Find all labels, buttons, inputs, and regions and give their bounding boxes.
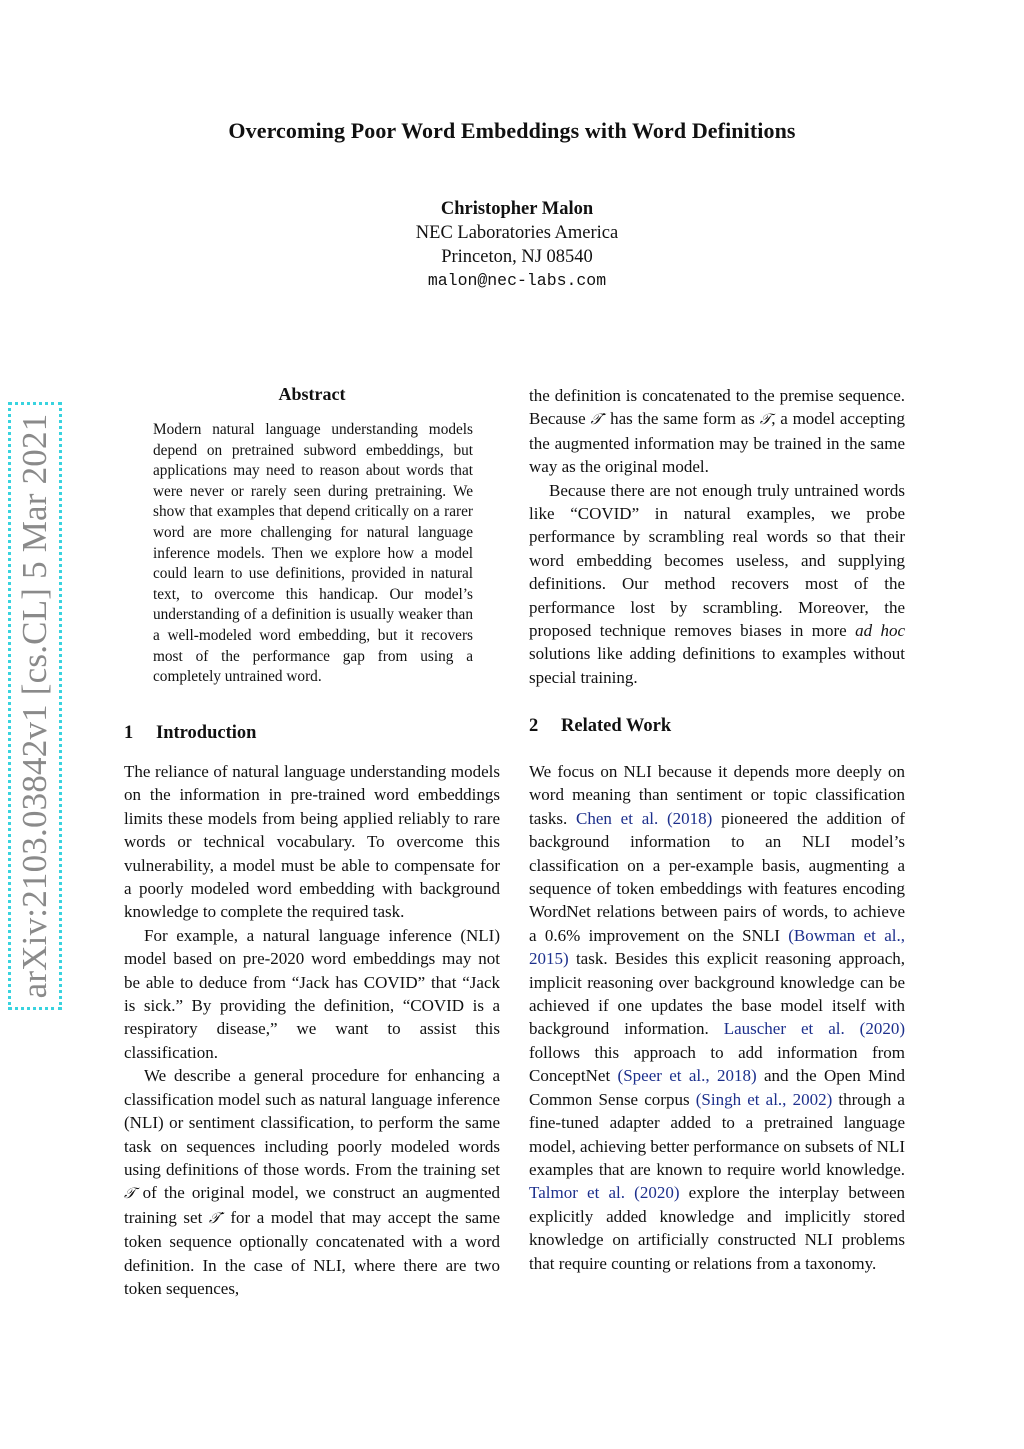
text-run: of the original model, we construct an augmented training set xyxy=(124,1183,501,1227)
section-heading-introduction xyxy=(124,723,500,744)
arxiv-identifier[interactable]: arXiv:2103.03842v1 [cs.CL] 5 Mar 2021 xyxy=(8,402,62,1010)
section-title: Introduction xyxy=(156,723,257,743)
citation-singh-2002[interactable]: (Singh et al., 2002) xyxy=(695,1089,833,1109)
citation-speer-2018[interactable]: (Speer et al., 2018) xyxy=(617,1066,757,1086)
text-run: for a model that may accept the same token sequence optionally concatenated with a word definition. In the case of NLI, where there are two token sequences, xyxy=(124,1207,500,1298)
text-run: and the Open Mind Common Sense corpus xyxy=(529,1066,905,1109)
abstract-heading: Abstract xyxy=(278,384,346,404)
author-location: Princeton, NJ 08540 xyxy=(441,247,593,267)
text-run: follows this approach to add information from ConceptNet xyxy=(529,1042,905,1086)
intro-paragraph-2: For example, a natural language inference (NLI) model based on pre-2020 word embeddings may not be able to deduce from “Jack has COVID” that “Jack is sick.” By providing the definition, “COVID is a respiratory disease,” we want to assist this classification. xyxy=(124,925,500,1062)
author-name: Christopher Malon xyxy=(440,199,594,219)
citation-lauscher-2020[interactable]: Lauscher et al. (2020) xyxy=(723,1019,905,1039)
intro-paragraph-1: The reliance of natural language understanding models on the information in pre-trained word embeddings limits these models from being applied reliably to rare words or technical vocabulary. To overcome this vulnerability, a model must be able to compensate for a poorly modeled word embedding with background knowledge to complete the required task. xyxy=(124,762,500,922)
augmented-set-symbol: 𝒯′ xyxy=(208,1208,224,1227)
text-run: We focus on NLI because it depends more deeply on word meaning than sentiment or topic classification tasks. xyxy=(529,762,905,828)
citation-chen-2018[interactable]: Chen et al. (2018) xyxy=(576,808,713,828)
related-work-body xyxy=(529,760,905,1275)
section-title: Related Work xyxy=(561,716,672,736)
text-run: through a fine-tuned adapter added to a pretrained language model, achieving better performance on subsets of NLI examples that are known to require world knowledge. xyxy=(529,1089,905,1179)
text-run: task. Besides this explicit reasoning approach, implicit reasoning over background knowledge can be achieved if one updates the base model itself with background information. xyxy=(529,949,906,1039)
text-run: pioneered the addition of background information to an NLI model’s classification on a per-example basis, augmenting a sequence of token embeddings with features encoding WordNet relations between pairs of words, to achieve a 0.6% improvement on the SNLI xyxy=(529,808,906,945)
section-heading-related-work xyxy=(529,716,905,737)
emphasis: ad hoc xyxy=(855,621,906,641)
augmented-set-symbol: 𝒯′ xyxy=(590,410,606,429)
author-affiliation: NEC Laboratories America xyxy=(415,223,619,243)
abstract-text: Modern natural language understanding models depend on pretrained subword embeddings, but applications may need to reason about words that were never or rarely seen during pretraining. We show that examples that depend critically on a rarer word are more challenging for natural language inference models. Then we explore how a model could learn to use definitions, provided in natural text, to overcome this handicap. Our model’s understanding of a definition is usually weaker than a well-modeled word embedding, but it recovers most of the performance gap from using a completely untrained word. xyxy=(153,421,473,686)
related-work-paragraph xyxy=(529,760,905,1275)
intro-paragraph-3 xyxy=(124,1064,500,1300)
text-run: Because there are not enough truly untrained words like “COVID” in natural examples, we probe performance by scrambling real words so that their word embedding becomes useless, and supplying definitions. Our method recovers most of the performance lost by scrambling. Moreover, the proposed technique removes biases in more xyxy=(529,480,905,641)
citation-talmor-2020[interactable]: Talmor et al. (2020) xyxy=(529,1183,680,1203)
training-set-symbol: 𝒯 xyxy=(759,410,772,429)
training-set-symbol: 𝒯 xyxy=(124,1184,136,1203)
introduction-right-column xyxy=(529,384,905,689)
author-email[interactable]: malon@nec-labs.com xyxy=(427,271,607,290)
text-run: the definition is concatenated to the premise sequence. Because xyxy=(529,386,905,429)
text-run: has the same form as xyxy=(610,409,755,429)
text-run: , a model accepting the augmented information may be trained in the same way as the original model. xyxy=(529,409,905,477)
text-run: solutions like adding definitions to examples without special training. xyxy=(529,644,905,687)
paper-title: Overcoming Poor Word Embeddings with Word Definitions xyxy=(228,118,796,143)
section-number: 2 xyxy=(529,716,539,736)
text-run: explore the interplay between explicitly added knowledge and implicitly stored knowledge on artificially constructed NLI problems that require counting or relations from a taxonomy. xyxy=(529,1183,905,1273)
citation-bowman-2015[interactable]: (Bowman et al., 2015) xyxy=(529,925,905,969)
intro-paragraph-3-continued xyxy=(529,384,905,479)
introduction-left-column xyxy=(124,760,500,1300)
section-number: 1 xyxy=(124,723,134,743)
intro-paragraph-4 xyxy=(529,479,905,690)
author-block xyxy=(0,197,1024,293)
text-run: We describe a general procedure for enhancing a classification model such as natural language inference (NLI) or sentiment classification, to perform the same task on sequences including poorly modeled words using definitions of those words. From the training set xyxy=(124,1066,500,1179)
